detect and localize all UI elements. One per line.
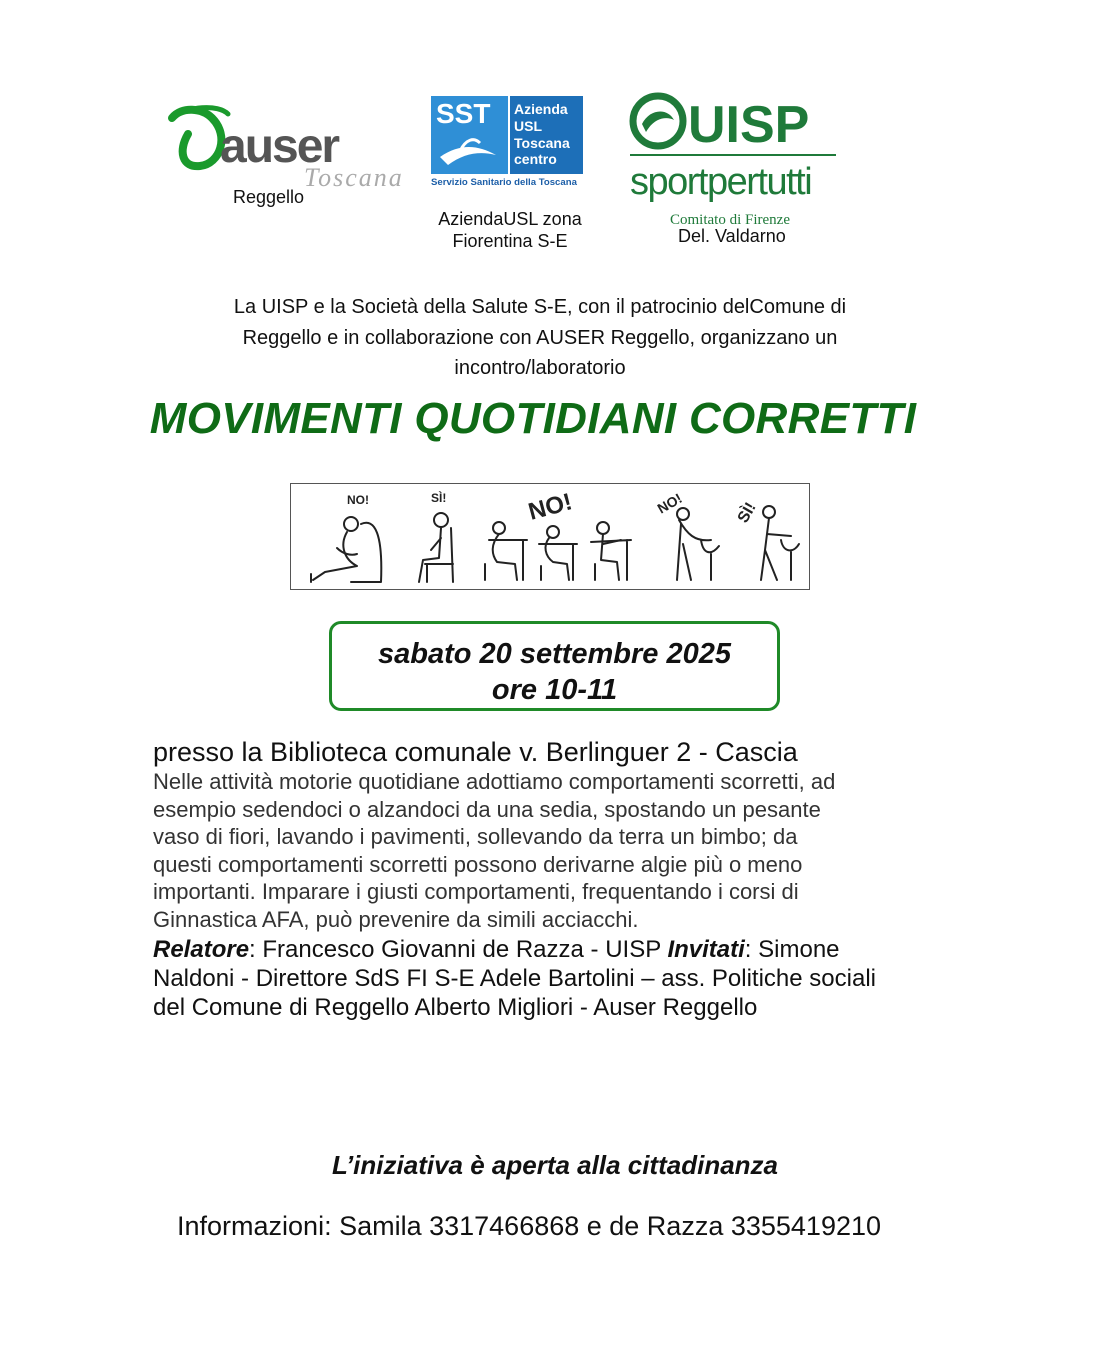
uisp-committee: Comitato di Firenze	[670, 212, 790, 228]
guests-line-2: Naldoni - Direttore SdS FI S-E Adele Bartolini – ass. Politiche sociali	[153, 965, 876, 992]
intro-text	[150, 292, 930, 384]
asl-footer: Servizio Sanitario della Toscana	[431, 177, 577, 188]
asl-line-1: Azienda	[514, 101, 568, 117]
venue-text: presso la Biblioteca comunale v. Berlinguer 2 - Cascia	[153, 737, 798, 767]
uisp-tagline: sportpertutti	[630, 161, 812, 203]
asl-line-3: Toscana	[514, 135, 570, 151]
auser-region: Toscana	[304, 163, 404, 192]
open-note: L’iniziativa è aperta alla cittadinanza	[332, 1150, 778, 1180]
description-line-1: Nelle attività motorie quotidiane adottiamo comportamenti scorretti, ad	[153, 769, 836, 794]
guests-label: Invitati	[667, 936, 745, 963]
asl-caption	[400, 208, 620, 252]
intro-line-2: Reggello e in collaborazione con AUSER Reggello, organizzano un	[242, 326, 838, 349]
event-date-box	[329, 621, 780, 711]
event-time: ore 10-11	[491, 674, 618, 706]
intro-line-3: incontro/laboratorio	[454, 357, 626, 379]
description-line-4: questi comportamenti scorretti possono derivarne algie più o meno	[153, 851, 803, 877]
auser-wordmark: auser	[220, 120, 339, 173]
contact-info: Informazioni: Samila 3317466868 e de Razza 3355419210	[177, 1211, 882, 1241]
uisp-logo	[628, 94, 843, 229]
comic-label-3: NO!	[525, 488, 576, 526]
asl-caption-line-1: AziendaUSL zona	[438, 209, 582, 229]
comic-label-4: NO!	[654, 489, 685, 517]
comic-label-1: NO!	[347, 493, 369, 507]
event-date: sabato 20 settembre 2025	[377, 638, 732, 670]
asl-line-2: USL	[514, 118, 542, 134]
comic-label-2: SÌ!	[431, 491, 447, 505]
description-text	[153, 768, 943, 933]
intro-line-1: La UISP e la Società della Salute S-E, con il patrocinio delComune di	[233, 296, 847, 318]
asl-line-4: centro	[514, 151, 557, 167]
speaker-name: : Francesco Giovanni de Razza - UISP	[249, 936, 668, 963]
guests-line-1: : Simone	[744, 936, 840, 963]
asl-logo	[430, 95, 585, 190]
description-line-3: vaso di fiori, lavando i pavimenti, sollevando da terra un bimbo; da	[153, 824, 798, 849]
uisp-wordmark: UISP	[688, 96, 810, 154]
speaker-label: Relatore	[153, 936, 250, 963]
description-line-5: importanti. Imparare i giusti comportamenti, frequentando i corsi di	[153, 879, 799, 904]
auser-logo	[168, 96, 404, 192]
speakers-line-1	[153, 935, 943, 964]
posture-comic-image	[290, 483, 810, 590]
description-line-6: Ginnastica AFA, può prevenire da simili acciacchi.	[153, 906, 639, 932]
auser-caption: Reggello	[233, 187, 305, 207]
uisp-caption: Del. Valdarno	[678, 226, 786, 246]
comic-label-5: SÌ!	[734, 499, 760, 526]
main-title: MOVIMENTI QUOTIDIANI CORRETTI	[149, 394, 917, 443]
description-line-2: esempio sedendoci o alzandoci da una sedia, spostando un pesante	[153, 796, 821, 822]
speakers-text	[153, 935, 943, 1022]
asl-abbr: SST	[436, 98, 491, 129]
asl-caption-line-2: Fiorentina S-E	[452, 231, 568, 251]
guests-line-3: del Comune di Reggello Alberto Migliori - Auser Reggello	[153, 994, 758, 1021]
